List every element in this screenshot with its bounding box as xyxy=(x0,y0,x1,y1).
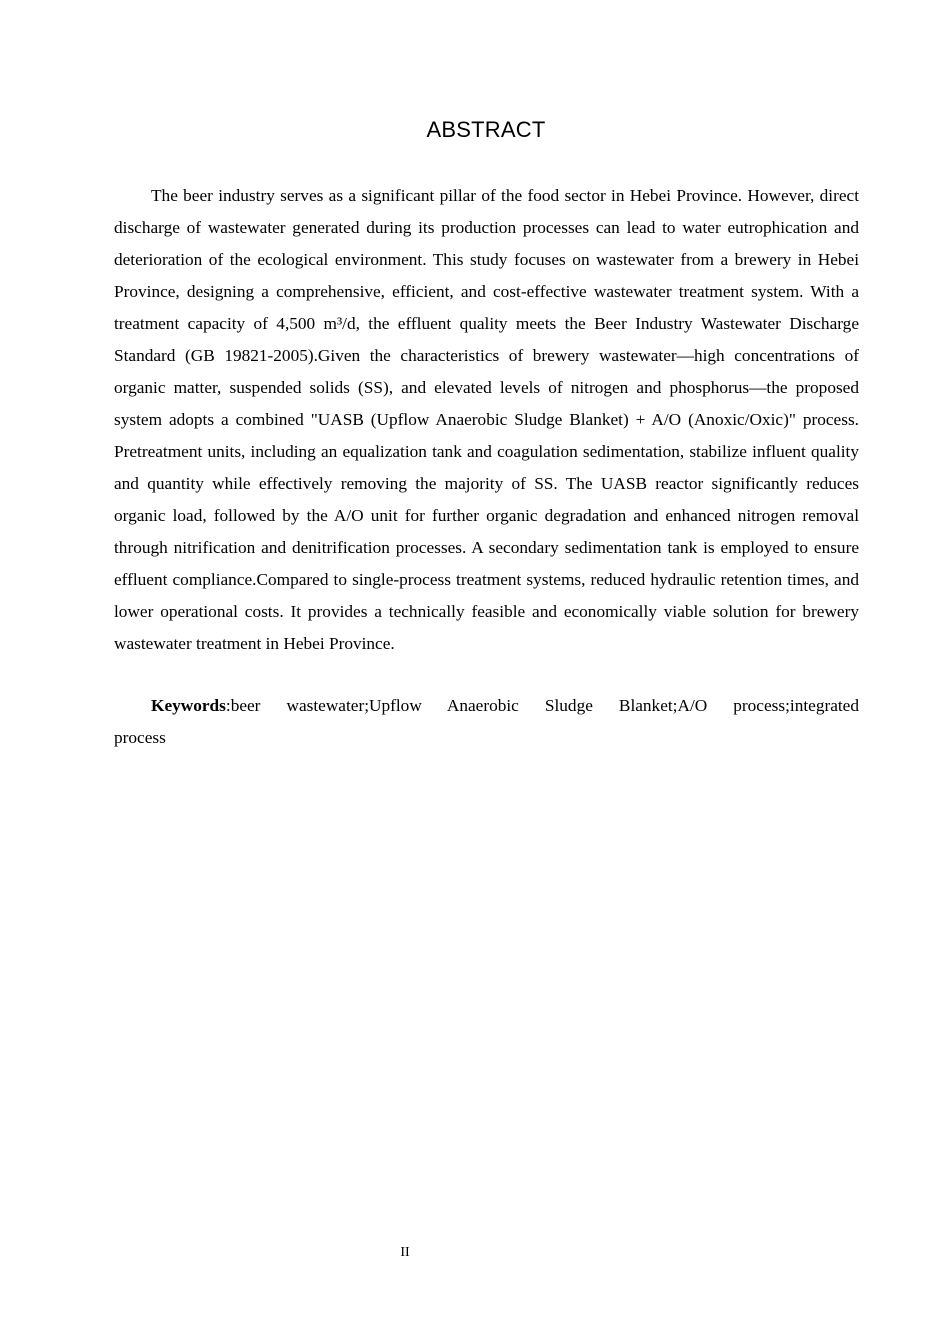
abstract-body: The beer industry serves as a significant pillar of the food sector in Hebei Province. However, direct discharge of wastewater generated during its production processes can lead to water eutrophication and deterioration of the ecological environment. This study focuses on wastewater from a brewery in Hebei Province, designing a comprehensive, efficient, and cost-effective wastewater treatment system. With a treatment capacity of 4,500 m³/d, the effluent quality meets the Beer Industry Wastewater Discharge Standard (GB 19821-2005).Given the characteristics of brewery wastewater—high concentrations of organic matter, suspended solids (SS), and elevated levels of nitrogen and phosphorus—the proposed system adopts a combined "UASB (Upflow Anaerobic Sludge Blanket) + A/O (Anoxic/Oxic)" process. Pretreatment units, including an equalization tank and coagulation sedimentation, stabilize influent quality and quantity while effectively removing the majority of SS. The UASB reactor significantly reduces organic load, followed by the A/O unit for further organic degradation and enhanced nitrogen removal through nitrification and denitrification processes. A secondary sedimentation tank is employed to ensure effluent compliance.Compared to single-process treatment systems, reduced hydraulic retention times, and lower operational costs. It provides a technically feasible and economically viable solution for brewery wastewater treatment in Hebei Province. xyxy=(114,186,859,653)
keywords-separator: : xyxy=(225,696,231,715)
abstract-heading: ABSTRACT xyxy=(426,117,546,142)
keywords-list: beer wastewater;Upflow Anaerobic Sludge Blanket;A/O process;integrated process xyxy=(114,696,859,747)
page-number: II xyxy=(400,1245,410,1260)
keywords-label: Keywords xyxy=(151,696,226,715)
keywords-paragraph xyxy=(114,690,859,754)
